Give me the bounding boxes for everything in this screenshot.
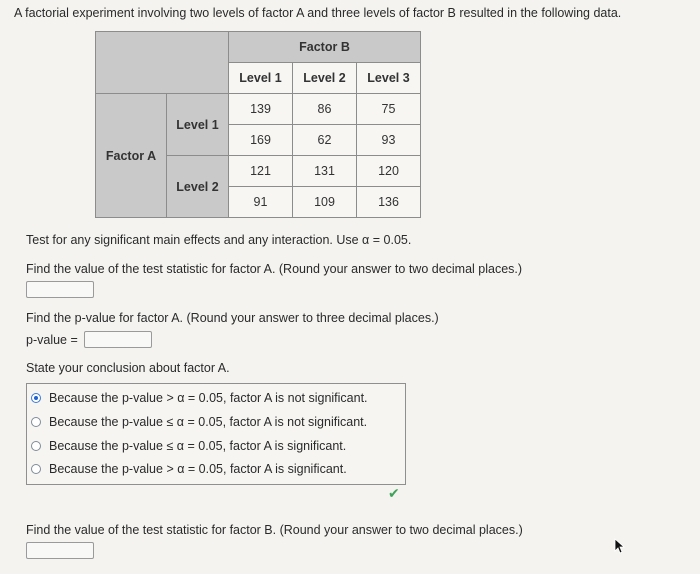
table-cell: 120 [357, 156, 421, 187]
choice-label: Because the p-value > α = 0.05, factor A is not significant. [49, 391, 368, 405]
table-corner [96, 32, 229, 94]
table-cell: 139 [229, 94, 293, 125]
b-level-3-header: Level 3 [357, 63, 421, 94]
choice-label: Because the p-value > α = 0.05, factor A is significant. [49, 462, 347, 476]
a-level-1-header: Level 1 [167, 94, 229, 156]
b-level-1-header: Level 1 [229, 63, 293, 94]
factor-b-header: Factor B [229, 32, 421, 63]
problem-intro: A factorial experiment involving two levels of factor A and three levels of factor B resulted in the following data. [14, 6, 622, 20]
table-cell: 121 [229, 156, 293, 187]
table-cell: 91 [229, 187, 293, 218]
table-cell: 86 [293, 94, 357, 125]
choice-option[interactable] [31, 439, 346, 453]
table-cell: 75 [357, 94, 421, 125]
radio-button[interactable] [31, 417, 41, 427]
table-cell: 136 [357, 187, 421, 218]
choice-option[interactable] [31, 462, 347, 476]
mouse-pointer-icon [614, 538, 626, 554]
table-cell: 109 [293, 187, 357, 218]
conclusion-choices [26, 383, 406, 485]
instruction-text: Test for any significant main effects and any interaction. Use α = 0.05. [26, 233, 412, 247]
b-level-2-header: Level 2 [293, 63, 357, 94]
data-table [95, 31, 421, 218]
a-level-2-header: Level 2 [167, 156, 229, 218]
choice-option[interactable] [31, 415, 367, 429]
question-stat-a: Find the value of the test statistic for factor A. (Round your answer to two decimal places.) [26, 262, 523, 276]
radio-button[interactable] [31, 464, 41, 474]
table-cell: 131 [293, 156, 357, 187]
choice-label: Because the p-value ≤ α = 0.05, factor A is significant. [49, 439, 347, 453]
stat-a-input[interactable] [26, 281, 94, 298]
table-cell: 169 [229, 125, 293, 156]
p-value-input[interactable] [84, 331, 152, 348]
correct-check-icon: ✔ [388, 485, 400, 501]
table-cell: 93 [357, 125, 421, 156]
conclusion-prompt: State your conclusion about factor A. [26, 361, 230, 375]
question-stat-b: Find the value of the test statistic for factor B. (Round your answer to two decimal places.) [26, 523, 523, 537]
factor-a-header: Factor A [96, 94, 167, 218]
question-p-a: Find the p-value for factor A. (Round your answer to three decimal places.) [26, 311, 439, 325]
table-cell: 62 [293, 125, 357, 156]
stat-b-input[interactable] [26, 542, 94, 559]
p-value-label: p-value = [26, 333, 78, 347]
choice-option[interactable] [31, 391, 368, 405]
choice-label: Because the p-value ≤ α = 0.05, factor A is not significant. [49, 415, 368, 429]
radio-button[interactable] [31, 441, 41, 451]
radio-button-selected[interactable] [31, 393, 41, 403]
